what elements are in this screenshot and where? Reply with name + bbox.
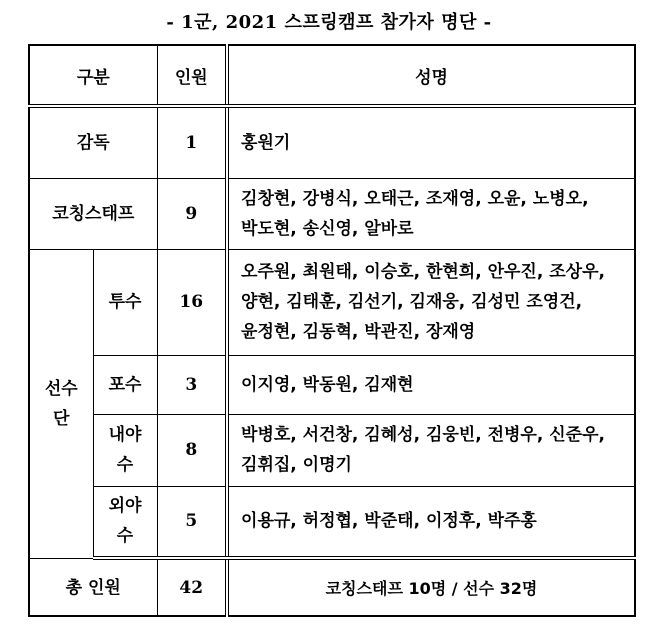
header-names: 성명 (227, 45, 635, 106)
row-count-manager: 1 (157, 106, 227, 178)
row-label-infielders: 내야수 (93, 414, 157, 486)
row-count-pitchers: 16 (157, 249, 227, 355)
row-names-total: 코칭스태프 10명 / 선수 32명 (227, 558, 635, 616)
row-count-catchers: 3 (157, 355, 227, 414)
header-row (29, 45, 635, 106)
table-row (29, 249, 635, 355)
roster-table (28, 44, 636, 617)
total-row (29, 558, 635, 616)
row-names-catchers: 이지영, 박동원, 김재현 (227, 355, 635, 414)
table-row (29, 106, 635, 178)
row-names-infielders: 박병호, 서건창, 김혜성, 김웅빈, 전병우, 신준우, 김휘집, 이명기 (227, 414, 635, 486)
row-label-outfielders: 외야수 (93, 486, 157, 558)
row-names-pitchers: 오주원, 최원태, 이승호, 한현희, 안우진, 조상우, 양현, 김태훈, 김선기, 김재웅, 김성민 조영건, 윤정현, 김동혁, 박관진, 장재영 (227, 249, 635, 355)
table-row (29, 486, 635, 558)
row-label-total: 총 인원 (29, 558, 157, 616)
header-category: 구분 (29, 45, 157, 106)
table-row (29, 414, 635, 486)
header-count: 인원 (157, 45, 227, 106)
row-count-outfielders: 5 (157, 486, 227, 558)
row-label-pitchers: 투수 (93, 249, 157, 355)
row-names-outfielders: 이용규, 허정협, 박준태, 이정후, 박주홍 (227, 486, 635, 558)
row-names-coaches: 김창현, 강병식, 오태근, 조재영, 오윤, 노병오, 박도현, 송신영, 알바로 (227, 178, 635, 249)
players-group-label: 선수단 (29, 249, 93, 558)
row-count-total: 42 (157, 558, 227, 616)
document-title: - 1군, 2021 스프링캠프 참가자 명단 - (166, 12, 492, 33)
table-row (29, 355, 635, 414)
row-label-catchers: 포수 (93, 355, 157, 414)
row-count-infielders: 8 (157, 414, 227, 486)
row-label-manager: 감독 (29, 106, 157, 178)
row-label-coaches: 코칭스태프 (29, 178, 157, 249)
row-names-manager: 홍원기 (227, 106, 635, 178)
table-row (29, 178, 635, 249)
row-count-coaches: 9 (157, 178, 227, 249)
